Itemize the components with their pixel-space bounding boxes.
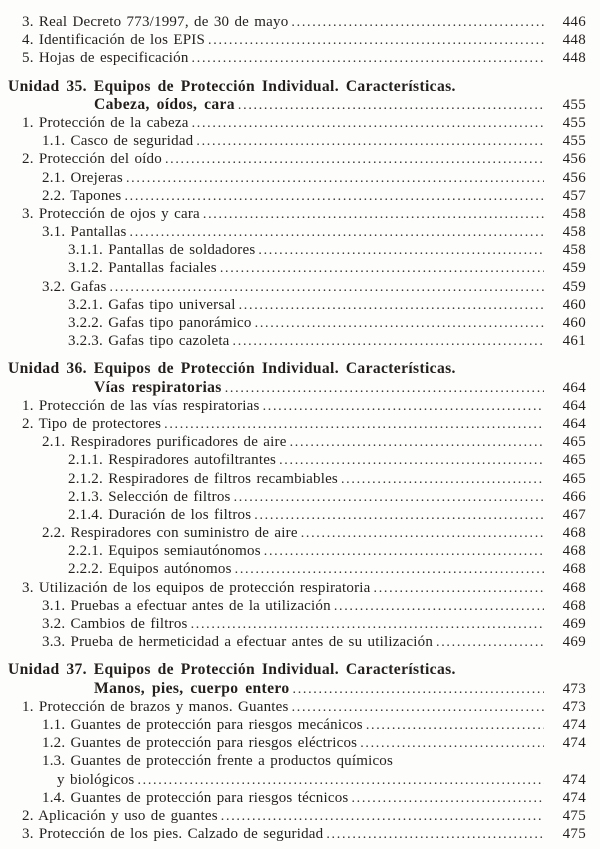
dot-leader xyxy=(130,223,544,242)
toc-entry-page: 465 xyxy=(562,470,586,487)
toc-entry-page: 465 xyxy=(562,434,586,451)
toc-entry-page: 465 xyxy=(562,452,586,469)
toc-entry-text: Unidad 35. Equipos de Protección Individual. Características. xyxy=(8,77,456,95)
dot-leader xyxy=(254,506,544,525)
toc-entry-text: Manos, pies, cuerpo entero xyxy=(94,679,290,697)
toc-entry xyxy=(0,13,586,31)
toc-entry-text: 1.1. Casco de seguridad xyxy=(42,133,194,150)
dot-leader xyxy=(124,187,544,206)
toc-entry xyxy=(0,633,586,651)
toc-entry-page: 468 xyxy=(562,561,586,578)
toc-entry-page: 458 xyxy=(562,242,586,259)
toc-entry xyxy=(0,205,586,223)
toc-entry-text: 3. Real Decreto 773/1997, de 30 de mayo xyxy=(22,14,289,30)
toc-entry-text: Unidad 37. Equipos de Protección Individual. Características. xyxy=(8,661,456,679)
toc-entry xyxy=(0,132,586,150)
dot-leader xyxy=(110,278,544,297)
toc-entry-page: 474 xyxy=(562,716,586,733)
toc-entry xyxy=(0,524,586,542)
toc-entry-page: 455 xyxy=(562,96,586,113)
toc-entry xyxy=(0,825,586,843)
toc-entry-text: 1. Protección de brazos y manos. Guantes xyxy=(22,698,289,715)
toc-entry-page: 474 xyxy=(562,789,586,806)
toc-entry-text: y biológicos xyxy=(57,771,135,788)
toc-entry-text: Vías respiratorias xyxy=(94,378,222,396)
toc-entry-text: 2. Protección del oído xyxy=(22,151,162,168)
dot-leader xyxy=(351,789,544,808)
dot-leader xyxy=(360,734,544,753)
toc-list xyxy=(0,13,586,843)
toc-entry-continuation xyxy=(0,771,586,789)
toc-entry-text: 3. Utilización de los equipos de protección respiratoria xyxy=(22,579,371,596)
toc-entry-text: 3.1. Pruebas a efectuar antes de la utilización xyxy=(42,597,331,614)
dot-leader xyxy=(233,332,544,351)
toc-entry-text: 3.2. Gafas xyxy=(42,278,107,295)
toc-entry-page: 460 xyxy=(562,296,586,313)
toc-entry-page: 469 xyxy=(562,616,586,632)
toc-entry xyxy=(0,259,586,277)
toc-entry xyxy=(0,716,586,734)
toc-entry xyxy=(0,114,586,132)
toc-entry-page: 455 xyxy=(562,114,586,131)
toc-entry-text: 2.2.2. Equipos autónomos xyxy=(68,561,232,578)
toc-entry-text: 2.1. Respiradores purificadores de aire xyxy=(42,434,287,451)
toc-entry-page: 461 xyxy=(562,333,586,350)
toc-entry-text: 2.2. Tapones xyxy=(42,187,122,204)
toc-entry xyxy=(0,296,586,314)
toc-entry-text: Cabeza, oídos, cara xyxy=(94,95,235,113)
toc-entry-text: 2.1.2. Respiradores de filtros recambiables xyxy=(68,470,338,487)
toc-entry-text: Unidad 36. Equipos de Protección Individual. Características. xyxy=(8,360,456,378)
toc-entry-text: 2.1.3. Selección de filtros xyxy=(68,488,231,505)
toc-entry-page: 448 xyxy=(562,50,586,67)
toc-entry-text: 3.1.2. Pantallas faciales xyxy=(68,260,217,277)
toc-entry xyxy=(0,488,586,506)
unit-heading-line1 xyxy=(0,360,586,378)
toc-entry-text: 2.1.4. Duración de los filtros xyxy=(68,506,252,523)
toc-entry-text: 1.4. Guantes de protección para riesgos técnicos xyxy=(42,789,349,806)
toc-entry-text: 3.3. Prueba de hermeticidad a efectuar antes de su utilización xyxy=(42,634,434,651)
unit-heading-line2 xyxy=(0,379,586,397)
dot-leader xyxy=(436,633,544,652)
toc-entry-page: 468 xyxy=(562,579,586,596)
toc-entry-page: 456 xyxy=(562,151,586,168)
toc-entry xyxy=(0,314,586,332)
toc-entry-page: 460 xyxy=(562,315,586,331)
dot-leader xyxy=(165,150,544,169)
toc-entry xyxy=(0,542,586,560)
toc-entry-text: 1. Protección de la cabeza xyxy=(22,114,189,131)
toc-entry-page: 474 xyxy=(562,735,586,752)
toc-entry xyxy=(0,734,586,752)
dot-leader xyxy=(191,615,544,634)
dot-leader xyxy=(203,205,544,224)
dot-leader xyxy=(301,524,544,543)
toc-entry-page: 455 xyxy=(562,133,586,150)
toc-entry xyxy=(0,451,586,469)
toc-entry xyxy=(0,150,586,168)
toc-entry-text: 1.2. Guantes de protección para riesgos eléctricos xyxy=(42,735,358,752)
dot-leader xyxy=(126,169,544,188)
unit-heading-line2 xyxy=(0,680,586,698)
unit-heading-line1 xyxy=(0,661,586,679)
toc-entry-page: 473 xyxy=(562,680,586,697)
toc-entry-text: 2.1. Orejeras xyxy=(42,169,123,186)
toc-entry-page: 458 xyxy=(562,205,586,222)
toc-entry xyxy=(0,597,586,615)
dot-leader xyxy=(239,296,544,315)
dot-leader xyxy=(341,470,544,489)
toc-entry-text: 2.1.1. Respiradores autofiltrantes xyxy=(68,452,277,469)
dot-leader xyxy=(225,379,544,398)
toc-entry-page: 459 xyxy=(562,260,586,277)
toc-entry-text: 3.2.2. Gafas tipo panorámico xyxy=(68,315,252,331)
dot-leader xyxy=(293,680,545,699)
toc-entry-page: 458 xyxy=(562,224,586,241)
toc-entry xyxy=(0,807,586,825)
toc-entry-page: 468 xyxy=(562,597,586,614)
toc-entry-text: 3.1. Pantallas xyxy=(42,224,127,241)
dot-leader xyxy=(258,241,544,260)
toc-entry-page: 459 xyxy=(562,278,586,295)
toc-entry xyxy=(0,698,586,716)
toc-entry-page: 457 xyxy=(562,187,586,204)
toc-entry xyxy=(0,470,586,488)
toc-entry-page: 473 xyxy=(562,698,586,715)
dot-leader xyxy=(366,716,544,735)
toc-entry xyxy=(0,615,586,633)
dot-leader xyxy=(263,397,544,416)
toc-entry-text: 3. Protección de ojos y cara xyxy=(22,205,200,222)
toc-entry-page: 469 xyxy=(562,634,586,651)
toc-entry xyxy=(0,332,586,350)
toc-entry-page: 468 xyxy=(562,543,586,560)
dot-leader xyxy=(137,771,544,790)
toc-entry xyxy=(0,169,586,187)
toc-entry-text: 2. Tipo de protectores xyxy=(22,415,162,432)
toc-entry-page: 468 xyxy=(562,525,586,542)
toc-entry xyxy=(0,433,586,451)
toc-entry xyxy=(0,397,586,415)
dot-leader xyxy=(290,433,544,452)
dot-leader xyxy=(235,560,544,579)
unit-heading xyxy=(0,661,586,697)
dot-leader xyxy=(221,807,544,826)
toc-entry-page: 475 xyxy=(562,807,586,824)
unit-heading xyxy=(0,78,586,114)
toc-entry-page: 464 xyxy=(562,415,586,432)
toc-entry-page: 475 xyxy=(562,826,586,843)
toc-entry-text: 3.2. Cambios de filtros xyxy=(42,616,188,632)
toc-entry-page: 466 xyxy=(562,488,586,505)
toc-entry-page: 456 xyxy=(562,169,586,186)
toc-entry xyxy=(0,278,586,296)
dot-leader xyxy=(374,579,544,598)
dot-leader xyxy=(326,825,544,844)
unit-heading-line2 xyxy=(0,96,586,114)
toc-entry xyxy=(0,223,586,241)
toc-entry-text: 2. Aplicación y uso de guantes xyxy=(22,807,218,824)
toc-entry-text: 1. Protección de las vías respiratorias xyxy=(22,397,260,414)
toc-entry-page: 474 xyxy=(562,771,586,788)
toc-entry-text: 2.2.1. Equipos semiautónomos xyxy=(68,543,261,560)
unit-heading-line1 xyxy=(0,78,586,96)
toc-entry xyxy=(0,241,586,259)
dot-leader xyxy=(208,31,544,50)
toc-entry xyxy=(0,752,586,770)
toc-entry-text: 1.3. Guantes de protección frente a productos químicos xyxy=(42,753,394,770)
toc-entry-text: 1.1. Guantes de protección para riesgos mecánicos xyxy=(42,716,363,733)
toc-entry-text: 3.2.3. Gafas tipo cazoleta xyxy=(68,333,230,350)
toc-entry-text: 2.2. Respiradores con suministro de aire xyxy=(42,525,298,542)
dot-leader xyxy=(234,488,544,507)
toc-entry xyxy=(0,49,586,67)
toc-entry-text: 3.2.1. Gafas tipo universal xyxy=(68,296,236,313)
dot-leader xyxy=(291,13,544,32)
dot-leader xyxy=(164,415,544,434)
toc-entry-text: 5. Hojas de especificación xyxy=(22,50,189,67)
dot-leader xyxy=(292,698,544,717)
toc-entry-page: 467 xyxy=(562,506,586,523)
toc-entry xyxy=(0,31,586,49)
dot-leader xyxy=(192,49,544,68)
toc-entry-text: 3.1.1. Pantallas de soldadores xyxy=(68,242,256,259)
dot-leader xyxy=(255,314,544,333)
toc-entry xyxy=(0,187,586,205)
dot-leader xyxy=(334,597,544,616)
toc-entry-text: 3. Protección de los pies. Calzado de seguridad xyxy=(22,826,324,843)
dot-leader xyxy=(220,259,544,278)
toc-entry xyxy=(0,415,586,433)
dot-leader xyxy=(192,114,544,133)
dot-leader xyxy=(196,132,544,151)
toc-entry-page: 448 xyxy=(562,32,586,49)
unit-heading xyxy=(0,360,586,396)
toc-entry xyxy=(0,560,586,578)
toc-entry-page: 464 xyxy=(562,379,586,396)
toc-entry-text: 4. Identificación de los EPIS xyxy=(22,32,206,49)
toc-entry-page: 464 xyxy=(562,397,586,414)
dot-leader xyxy=(279,451,544,470)
dot-leader xyxy=(264,542,544,561)
toc-entry xyxy=(0,579,586,597)
dot-leader xyxy=(238,96,544,115)
toc-entry xyxy=(0,506,586,524)
toc-entry xyxy=(0,789,586,807)
toc-entry-page: 446 xyxy=(562,14,586,30)
